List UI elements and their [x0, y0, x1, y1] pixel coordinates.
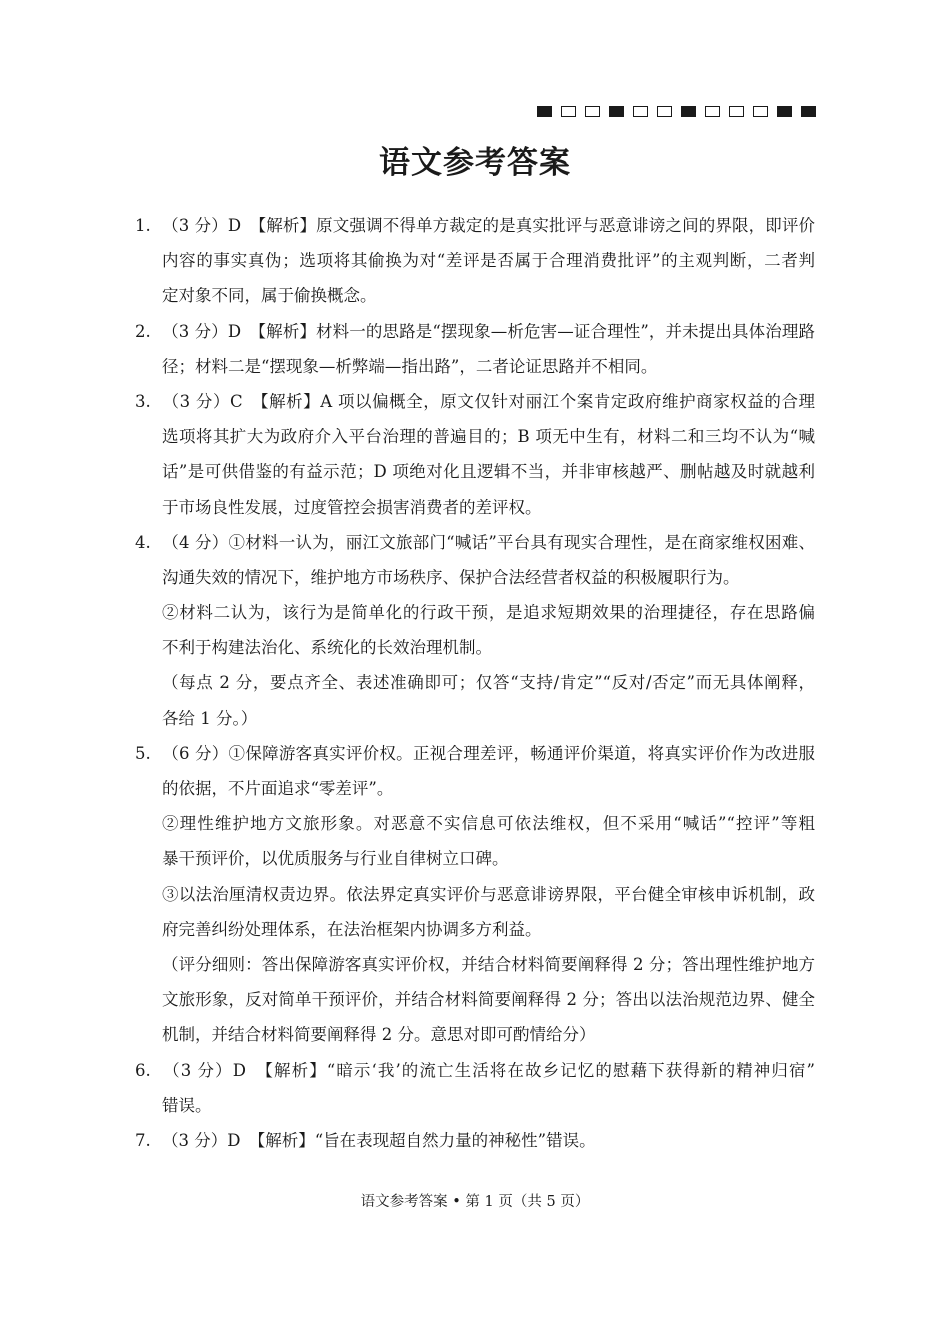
answer-text: 的依据，不片面追求“零差评”。: [162, 779, 394, 798]
answer-text: 机制，并结合材料简要阐释得 2 分。意思对即可酌情给分）: [162, 1025, 596, 1045]
header-mark: [753, 106, 768, 117]
answer-line: [135, 1017, 815, 1052]
answer-text: （3 分）D 【解析】“旨在表现超自然力量的神秘性”错误。: [162, 1130, 596, 1150]
question-number: 2.: [135, 321, 151, 341]
answer-text: 沟通失效的情况下，维护地方市场秩序、保护合法经营者权益的积极履职行为。: [162, 567, 740, 587]
answer-line: [135, 630, 815, 665]
answer-text: ②材料二认为，该行为是简单化的行政干预，是追求短期效果的治理捷径，存在思路偏: [162, 603, 815, 623]
answer-text: （评分细则：答出保障游客真实评价权，并结合材料简要阐释得 2 分；答出理性维护地方: [162, 954, 815, 974]
answer-text: （每点 2 分，要点齐全、表述准确即可；仅答“支持/肯定”“反对/否定”而无具体阐释，: [162, 673, 815, 693]
header-mark: [705, 106, 720, 117]
header-mark: [681, 106, 696, 117]
answer-line: [135, 490, 815, 525]
answer-line: [135, 314, 815, 349]
question-number: 7.: [135, 1130, 151, 1150]
answer-line: [135, 806, 815, 841]
answer-line: [135, 1088, 815, 1123]
answer-text: 径；材料二是“摆现象—析弊端—指出路”，二者论证思路并不相同。: [162, 356, 658, 376]
answer-text: （3 分）C 【解析】A 项以偏概全，原文仅针对丽江个案肯定政府维护商家权益的合理: [162, 391, 815, 411]
answer-text: 选项将其扩大为政府介入平台治理的普遍目的；B 项无中生有，材料二和三均不认为“喊: [162, 427, 815, 447]
answer-line: [135, 419, 815, 454]
header-mark: [801, 106, 816, 117]
answer-line: [135, 384, 815, 419]
answer-text: 府完善纠纷处理体系，在法治框架内协调多方利益。: [162, 919, 542, 939]
answer-line: [135, 560, 815, 595]
header-mark: [537, 106, 552, 117]
answer-text: ②理性维护地方文旅形象。对恶意不实信息可依法维权，但不采用“喊话”“控评”等粗: [162, 814, 815, 834]
answer-line: [135, 947, 815, 982]
answer-text: 不利于构建法治化、系统化的长效治理机制。: [162, 638, 492, 658]
question-number: 4.: [135, 532, 151, 552]
page-footer: 语文参考答案 • 第 1 页（共 5 页）: [360, 1194, 590, 1210]
answer-text: ③以法治厘清权责边界。依法界定真实评价与恶意诽谤界限，平台健全审核申诉机制，政: [162, 884, 815, 904]
header-mark: [609, 106, 624, 117]
question-number: 6.: [135, 1060, 151, 1080]
answer-line: [135, 525, 815, 560]
answer-text: 定对象不同，属于偷换概念。: [162, 286, 377, 306]
header-mark: [729, 106, 744, 117]
answer-content: [135, 208, 815, 1158]
question-number: 1.: [135, 216, 151, 235]
header-mark: [561, 106, 576, 117]
header-mark: [633, 106, 648, 117]
answer-line: [135, 349, 815, 384]
page-title: 语文参考答案: [379, 145, 571, 181]
answer-line: [135, 278, 815, 313]
answer-text: 错误。: [162, 1095, 212, 1115]
answer-line: [135, 912, 815, 947]
answer-line: [135, 208, 815, 243]
answer-text: 暴干预评价，以优质服务与行业自律树立口碑。: [162, 849, 509, 869]
header-mark: [585, 106, 600, 117]
header-mark: [777, 106, 792, 117]
answer-line: [135, 665, 815, 700]
answer-text: （4 分）①材料一认为，丽江文旅部门“喊话”平台具有现实合理性，是在商家维权困难、: [162, 532, 815, 552]
answer-line: [135, 1053, 815, 1088]
answer-text: 于市场良性发展，过度管控会损害消费者的差评权。: [162, 497, 542, 517]
answer-line: [135, 243, 815, 278]
question-number: 3.: [135, 391, 151, 411]
answer-line: [135, 701, 815, 736]
answer-line: [135, 841, 815, 876]
answer-text: 内容的事实真伪；选项将其偷换为对“差评是否属于合理消费批评”的主观判断，二者判: [162, 251, 815, 271]
answer-line: [135, 454, 815, 489]
answer-line: [135, 982, 815, 1017]
answer-text: 话”是可供借鉴的有益示范；D 项绝对化且逻辑不当，并非审核越严、删帖越及时就越利: [162, 462, 815, 482]
answer-line: [135, 736, 815, 771]
answer-text: （3 分）D 【解析】材料一的思路是“摆现象—析危害—证合理性”，并未提出具体治理路: [162, 321, 815, 341]
header-marks: [537, 106, 816, 117]
answer-line: [135, 595, 815, 630]
answer-line: [135, 771, 815, 806]
answer-text: 各给 1 分。）: [162, 708, 258, 728]
answer-line: [135, 877, 815, 912]
answer-text: （3 分）D 【解析】“暗示‘我’的流亡生活将在故乡记忆的慰藉下获得新的精神归宿”: [162, 1060, 815, 1080]
header-mark: [657, 106, 672, 117]
answer-line: [135, 1123, 815, 1158]
answer-text: （6 分）①保障游客真实评价权。正视合理差评，畅通评价渠道，将真实评价作为改进服: [162, 743, 815, 763]
question-number: 5.: [135, 743, 151, 763]
answer-text: （3 分）D 【解析】原文强调不得单方裁定的是真实批评与恶意诽谤之间的界限，即评价: [162, 216, 815, 235]
answer-text: 文旅形象，反对简单干预评价，并结合材料简要阐释得 2 分；答出以法治规范边界、健全: [162, 990, 815, 1010]
